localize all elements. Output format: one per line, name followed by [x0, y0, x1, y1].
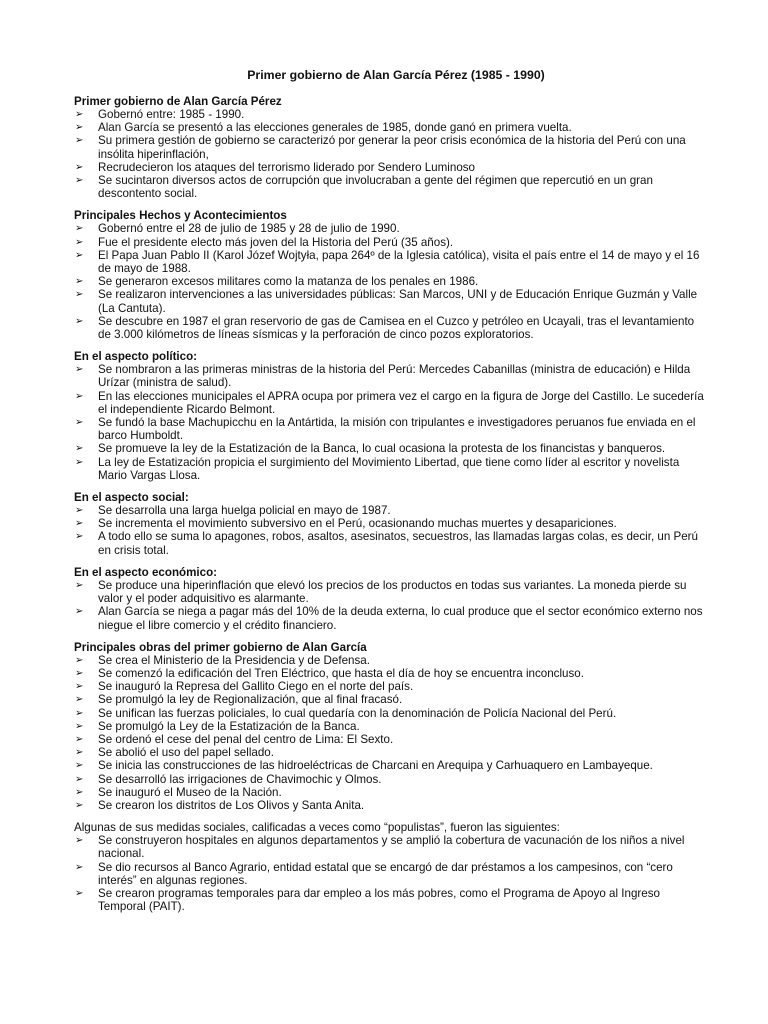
arrow-bullet-icon: ➢ [75, 390, 84, 402]
bullet-text: A todo ello se suma lo apagones, robos, asaltos, asesinatos, secuestros, las llamadas largas colas, es decir, un Perú en crisis total. [98, 530, 698, 557]
arrow-bullet-icon: ➢ [75, 236, 84, 248]
section-heading: En el aspecto social: [74, 491, 189, 505]
bullet-item [74, 773, 708, 786]
bullet-text: En las elecciones municipales el APRA ocupa por primera vez el cargo en la figura de Jorge del Castillo. Le sucedería el independiente Ricardo Belmont. [98, 389, 704, 416]
bullet-text: Se comenzó la edificación del Tren Eléctrico, que hasta el día de hoy se encuentra inconcluso. [98, 666, 584, 680]
bullet-item [74, 363, 708, 389]
bullet-text: Alan García se niega a pagar más del 10% de la deuda externa, lo cual produce que el sector económico externo nos niegue el libre comercio y el crédito financiero. [98, 605, 703, 632]
arrow-bullet-icon: ➢ [75, 161, 84, 173]
arrow-bullet-icon: ➢ [75, 654, 84, 666]
arrow-bullet-icon: ➢ [75, 835, 84, 847]
bullet-item [74, 416, 708, 442]
bullet-item [74, 759, 708, 772]
section [74, 350, 708, 482]
arrow-bullet-icon: ➢ [75, 887, 84, 899]
bullet-text: Se incrementa el movimiento subversivo en el Perú, ocasionando muchas muertes y desapariciones. [98, 517, 617, 531]
bullet-item [74, 456, 708, 482]
bullet-text: Se desarrolló las irrigaciones de Chavimochic y Olmos. [98, 772, 382, 786]
bullet-list [74, 363, 708, 482]
bullet-text: Se crearon los distritos de Los Olivos y Santa Anita. [98, 798, 365, 812]
bullet-item [74, 249, 708, 275]
bullet-text: Se ordenó el cese del penal del centro de Lima: El Sexto. [98, 732, 394, 746]
bullet-text: Se produce una hiperinflación que elevó los precios de los productos en todas sus variantes. La moneda pierde su valor y el poder adquisitivo es alarmante. [98, 578, 687, 606]
bullet-text: Se construyeron hospitales en algunos departamentos y se amplió la cobertura de vacunación de los niños a nivel nacional. [98, 834, 685, 861]
document-body [74, 95, 708, 913]
bullet-text: Se promueve la ley de la Estatización de la Banca, lo cual ocasiona la protesta de los financistas y banqueros. [98, 442, 666, 456]
section-heading: Principales Hechos y Acontecimientos [74, 209, 287, 223]
bullet-text: Se fundó la base Machupicchu en la Antártida, la misión con tripulantes e investigadores peruanos fue enviada en el barco Humboldt. [98, 416, 696, 443]
bullet-list [74, 504, 708, 557]
section [74, 566, 708, 632]
arrow-bullet-icon: ➢ [75, 667, 84, 679]
bullet-item [74, 786, 708, 799]
bullet-list [74, 108, 708, 200]
bullet-text: Se descubre en 1987 el gran reservorio de gas de Camisea en el Cuzco y petróleo en Ucayali, tras el levantamiento de 3.000 kilómetros de líneas sísmicas y la perforación de cinco pozos exploratorios. [98, 314, 695, 342]
arrow-bullet-icon: ➢ [75, 518, 84, 530]
bullet-text: Se crea el Ministerio de la Presidencia y de Defensa. [98, 653, 370, 667]
bullet-item [74, 442, 708, 455]
bullet-item [74, 121, 708, 134]
bullet-text: La ley de Estatización propicia el surgimiento del Movimiento Libertad, que tiene como líder al escritor y novelista Mario Vargas Llosa. [98, 455, 680, 482]
bullet-text: Se realizaron intervenciones a las universidades públicas: San Marcos, UNI y de Educación Enrique Guzmán y Valle (La Cantuta). [98, 288, 698, 315]
bullet-list [74, 222, 708, 341]
bullet-item [74, 236, 708, 249]
arrow-bullet-icon: ➢ [75, 531, 84, 543]
bullet-text: Se desarrolla una larga huelga policial en mayo de 1987. [98, 504, 391, 518]
bullet-item [74, 530, 708, 556]
bullet-list [74, 579, 708, 632]
section [74, 641, 708, 812]
bullet-item [74, 579, 708, 605]
bullet-text: Se promulgó la Ley de la Estatización de la Banca. [98, 719, 360, 733]
arrow-bullet-icon: ➢ [75, 109, 84, 120]
bullet-item [74, 222, 708, 235]
bullet-text: El Papa Juan Pablo II (Karol Józef Wojtyła, papa 264º de la Iglesia católica), visita el país entre el 14 de mayo y el 16 de mayo de 1988. [98, 248, 700, 276]
arrow-bullet-icon: ➢ [75, 861, 84, 873]
arrow-bullet-icon: ➢ [75, 720, 84, 732]
bullet-item [74, 390, 708, 416]
document-title: Primer gobierno de Alan García Pérez (1985 - 1990) [247, 68, 545, 82]
section [74, 491, 708, 557]
bullet-text: Recrudecieron los ataques del terrorismo liderado por Sendero Luminoso [98, 160, 476, 174]
bullet-text: Se inauguró la Represa del Gallito Ciego en el norte del país. [98, 680, 414, 694]
arrow-bullet-icon: ➢ [75, 122, 84, 134]
bullet-text: Se nombraron a las primeras ministras de la historia del Perú: Mercedes Cabanillas (ministra de educación) e Hilda Urízar (ministra de salud). [98, 363, 691, 390]
section [74, 95, 708, 200]
bullet-item [74, 517, 708, 530]
arrow-bullet-icon: ➢ [75, 175, 84, 187]
arrow-bullet-icon: ➢ [75, 223, 84, 235]
bullet-item [74, 275, 708, 288]
bullet-text: Se unifican las fuerzas policiales, lo cual quedaría con la denominación de Policía Nacional del Perú. [98, 706, 617, 720]
bullet-text: Su primera gestión de gobierno se caracterizó por generar la peor crisis económica de la historia del Perú con una insólita hiperinflación, [98, 134, 686, 161]
bullet-text: Fue el presidente electo más joven del la Historia del Perú (35 años). [98, 235, 454, 249]
bullet-text: Se promulgó la ley de Regionalización, que al final fracasó. [98, 693, 403, 707]
arrow-bullet-icon: ➢ [75, 505, 84, 517]
arrow-bullet-icon: ➢ [75, 417, 84, 429]
arrow-bullet-icon: ➢ [75, 289, 84, 301]
bullet-list [74, 654, 708, 812]
bullet-item [74, 680, 708, 693]
bullet-item [74, 799, 708, 812]
section-intro: Algunas de sus medidas sociales, calificadas a veces como “populistas”, fueron las siguientes: [74, 821, 560, 835]
arrow-bullet-icon: ➢ [75, 606, 84, 618]
arrow-bullet-icon: ➢ [75, 579, 84, 591]
bullet-text: Alan García se presentó a las elecciones generales de 1985, donde ganó en primera vuelta. [98, 121, 572, 135]
arrow-bullet-icon: ➢ [75, 249, 84, 261]
bullet-item [74, 834, 708, 860]
bullet-item [74, 174, 708, 200]
arrow-bullet-icon: ➢ [75, 773, 84, 785]
arrow-bullet-icon: ➢ [75, 456, 84, 468]
bullet-item [74, 288, 708, 314]
arrow-bullet-icon: ➢ [75, 276, 84, 288]
arrow-bullet-icon: ➢ [75, 364, 84, 376]
bullet-item [74, 861, 708, 887]
bullet-text: Se abolió el uso del papel sellado. [98, 746, 274, 760]
bullet-text: Se generaron excesos militares como la matanza de los penales en 1986. [98, 275, 479, 289]
bullet-item [74, 134, 708, 160]
bullet-item [74, 654, 708, 667]
section-heading: En el aspecto económico: [74, 565, 218, 579]
section-heading: Primer gobierno de Alan García Pérez [74, 95, 282, 108]
arrow-bullet-icon: ➢ [75, 707, 84, 719]
arrow-bullet-icon: ➢ [75, 786, 84, 798]
bullet-item [74, 108, 708, 121]
bullet-text: Se dio recursos al Banco Agrario, entidad estatal que se encargó de dar préstamos a los campesinos, con “cero interés” en algunas regiones. [98, 860, 673, 887]
arrow-bullet-icon: ➢ [75, 799, 84, 811]
bullet-item [74, 693, 708, 706]
arrow-bullet-icon: ➢ [75, 315, 84, 327]
section-heading: En el aspecto político: [74, 350, 198, 364]
arrow-bullet-icon: ➢ [75, 747, 84, 759]
arrow-bullet-icon: ➢ [75, 694, 84, 706]
bullet-text: Gobernó entre: 1985 - 1990. [98, 108, 245, 121]
bullet-item [74, 161, 708, 174]
arrow-bullet-icon: ➢ [75, 733, 84, 745]
arrow-bullet-icon: ➢ [75, 443, 84, 455]
bullet-text: Se inauguró el Museo de la Nación. [98, 785, 282, 799]
bullet-text: Se inicia las construcciones de las hidroeléctricas de Charcani en Arequipa y Carhuaquero en Lambayeque. [98, 759, 653, 773]
bullet-item [74, 667, 708, 680]
section [74, 821, 708, 913]
bullet-item [74, 504, 708, 517]
bullet-text: Gobernó entre el 28 de julio de 1985 y 28 de julio de 1990. [98, 222, 400, 236]
arrow-bullet-icon: ➢ [75, 135, 84, 147]
bullet-item [74, 746, 708, 759]
section [74, 209, 708, 341]
section-heading: Principales obras del primer gobierno de Alan García [74, 640, 367, 654]
bullet-item [74, 707, 708, 720]
arrow-bullet-icon: ➢ [75, 681, 84, 693]
bullet-list [74, 834, 708, 913]
bullet-text: Se crearon programas temporales para dar empleo a los más pobres, como el Programa de Apoyo al Ingreso Temporal (PAIT). [98, 886, 660, 914]
bullet-item [74, 733, 708, 746]
bullet-item [74, 605, 708, 631]
bullet-item [74, 887, 708, 913]
bullet-item [74, 720, 708, 733]
bullet-item [74, 315, 708, 341]
arrow-bullet-icon: ➢ [75, 760, 84, 772]
bullet-text: Se sucintaron diversos actos de corrupción que involucraban a gente del régimen que repercutió en un gran descontento social. [98, 174, 653, 201]
